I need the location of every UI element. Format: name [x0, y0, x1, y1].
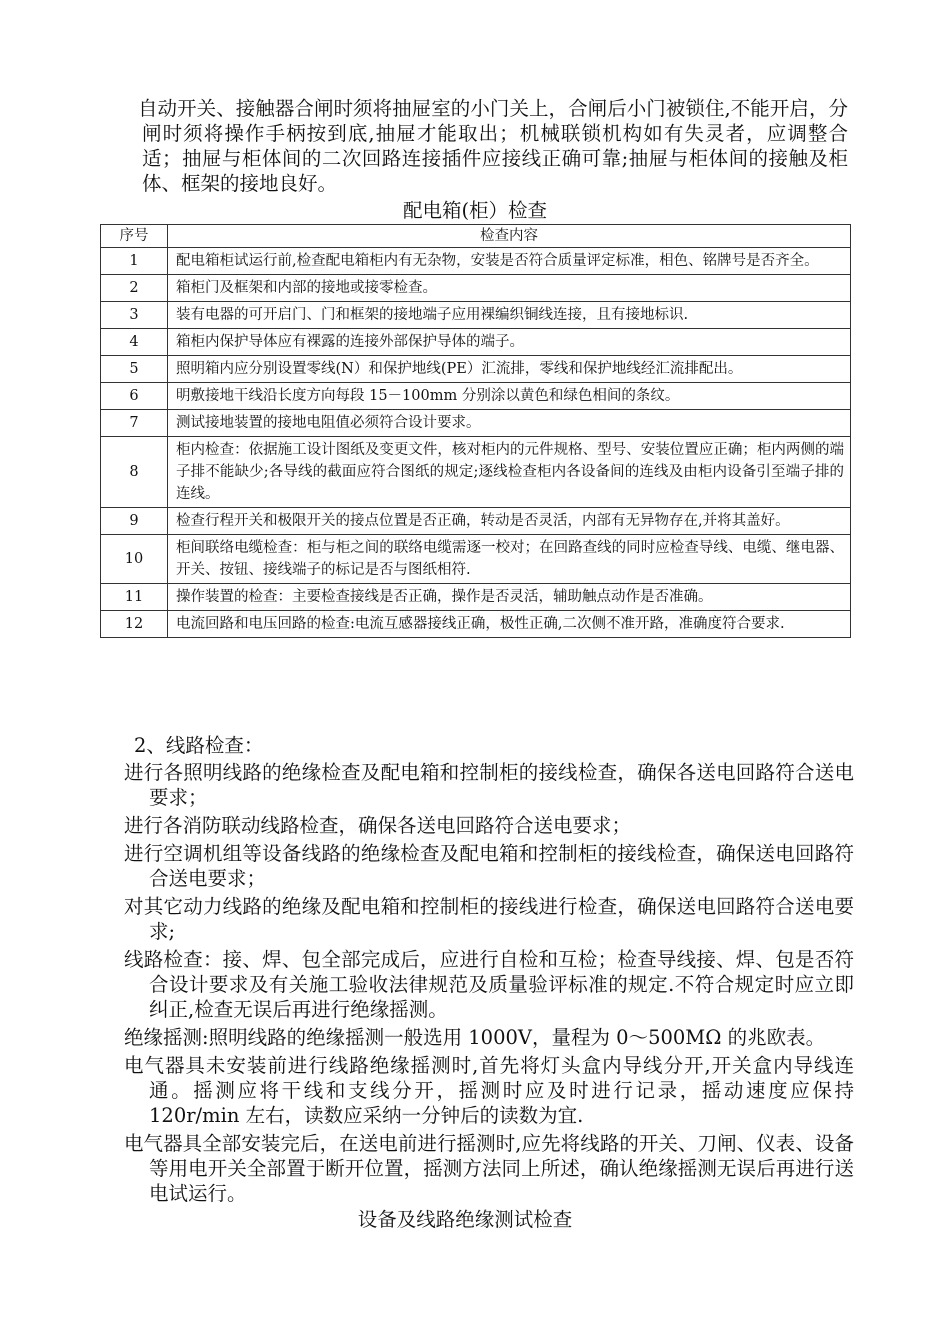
section-heading: 2、线路检查：: [134, 734, 264, 757]
row-content: 配电箱柜试运行前,检查配电箱柜内有无杂物，安装是否符合质量评定标准，相色、铭牌号是否齐全。: [168, 248, 851, 275]
row-number: 4: [101, 329, 168, 356]
table-row: [101, 329, 851, 356]
table-row: [101, 410, 851, 437]
list-item: 进行各照明线路的绝缘检查及配电箱和控制柜的接线检查，确保各送电回路符合送电要求；: [124, 761, 854, 809]
table-row: [101, 248, 851, 275]
list-item: 进行空调机组等设备线路的绝缘检查及配电箱和控制柜的接线检查，确保送电回路符合送电要求；: [124, 842, 854, 890]
table-row: [101, 437, 851, 508]
row-content: 明敷接地干线沿长度方向每段 15－100mm 分别涂以黄色和绿色相间的条纹。: [168, 383, 851, 410]
row-number: 6: [101, 383, 168, 410]
table-row: [101, 508, 851, 535]
row-number: 1: [101, 248, 168, 275]
row-content: 箱柜内保护导体应有裸露的连接外部保护导体的端子。: [168, 329, 851, 356]
header-number: 序号: [101, 225, 168, 248]
row-content: 装有电器的可开启门、门和框架的接地端子应用裸编织铜线连接，且有接地标识.: [168, 302, 851, 329]
list-item: 进行各消防联动线路检查，确保各送电回路符合送电要求；: [124, 814, 632, 837]
row-content: 照明箱内应分别设置零线(N）和保护地线(PE）汇流排，零线和保护地线经汇流排配出。: [168, 356, 851, 383]
row-number: 5: [101, 356, 168, 383]
table-header-row: [101, 225, 851, 248]
list-item: 绝缘摇测:照明线路的绝缘摇测一般选用 1000V，量程为 0～500MΩ 的兆欧表。: [124, 1026, 826, 1049]
table-row: [101, 535, 851, 584]
row-number: 2: [101, 275, 168, 302]
row-number: 3: [101, 302, 168, 329]
row-content: 柜间联络电缆检查：柜与柜之间的联络电缆需逐一校对；在回路查线的同时应检查导线、电缆、继电器、开关、按钮、接线端子的标记是否与图纸相符.: [168, 535, 851, 584]
list-item: 对其它动力线路的绝缘及配电箱和控制柜的接线进行检查，确保送电回路符合送电要求;: [124, 895, 854, 943]
row-content: 箱柜门及框架和内部的接地或接零检查。: [168, 275, 851, 302]
row-number: 9: [101, 508, 168, 535]
table-row: [101, 383, 851, 410]
row-content: 操作装置的检查：主要检查接线是否正确，操作是否灵活，辅助触点动作是否准确。: [168, 584, 851, 611]
list-item: 线路检查：接、焊、包全部完成后，应进行自检和互检；检查导线接、焊、包是否符合设计要求及有关施工验收法律规范及质量验评标准的规定.不符合规定时应立即纠正,检查无误后再进行绝缘摇测。: [124, 948, 854, 1021]
intro-text: 自动开关、接触器合闸时须将抽屉室的小门关上，合闸后小门被锁住,不能开启，分闸时须将操作手柄按到底,抽屉才能取出；机械联锁机构如有失灵者，应调整合适；抽屉与柜体间的二次回路连接插件应接线正确可靠;抽屉与柜体间的接触及柜体、框架的接地良好。: [138, 97, 848, 195]
header-content: 检查内容: [168, 225, 851, 248]
row-number: 10: [101, 535, 168, 584]
row-content: 检查行程开关和极限开关的接点位置是否正确，转动是否灵活，内部有无异物存在,并将其盖好。: [168, 508, 851, 535]
table-row: [101, 356, 851, 383]
table-row: [101, 611, 851, 638]
row-number: 7: [101, 410, 168, 437]
row-content: 测试接地装置的接地电阻值必须符合设计要求。: [168, 410, 851, 437]
table-row: [101, 275, 851, 302]
list-item: 电气器具未安装前进行线路绝缘摇测时,首先将灯头盒内导线分开,开关盒内导线连通。摇测应将干线和支线分开，摇测时应及时进行记录，摇动速度应保持 120r/min 左右，读数应采纳一分钟后的读数为宜.: [124, 1054, 854, 1127]
row-content: 电流回路和电压回路的检查:电流互感器接线正确，极性正确,二次侧不准开路，准确度符合要求.: [168, 611, 851, 638]
table-row: [101, 302, 851, 329]
footer-title: 设备及线路绝缘测试检查: [357, 1208, 573, 1231]
intro-paragraph: [138, 96, 848, 196]
table-row: [101, 584, 851, 611]
row-number: 8: [101, 437, 168, 508]
line-inspection-section: [124, 733, 854, 1209]
row-number: 12: [101, 611, 168, 638]
table-title: 配电箱(柜）检查: [402, 199, 548, 222]
row-number: 11: [101, 584, 168, 611]
list-item: 电气器具全部安装完后，在送电前进行摇测时,应先将线路的开关、刀闸、仪表、设备等用电开关全部置于断开位置，摇测方法同上所述，确认绝缘摇测无误后再进行送电试运行。: [124, 1132, 854, 1205]
row-content: 柜内检查：依据施工设计图纸及变更文件，核对柜内的元件规格、型号、安装位置应正确；柜内两侧的端子排不能缺少;各导线的截面应符合图纸的规定;逐线检查柜内各设备间的连线及由柜内设备引至端子排的连线。: [168, 437, 851, 508]
inspection-table: [100, 224, 851, 638]
